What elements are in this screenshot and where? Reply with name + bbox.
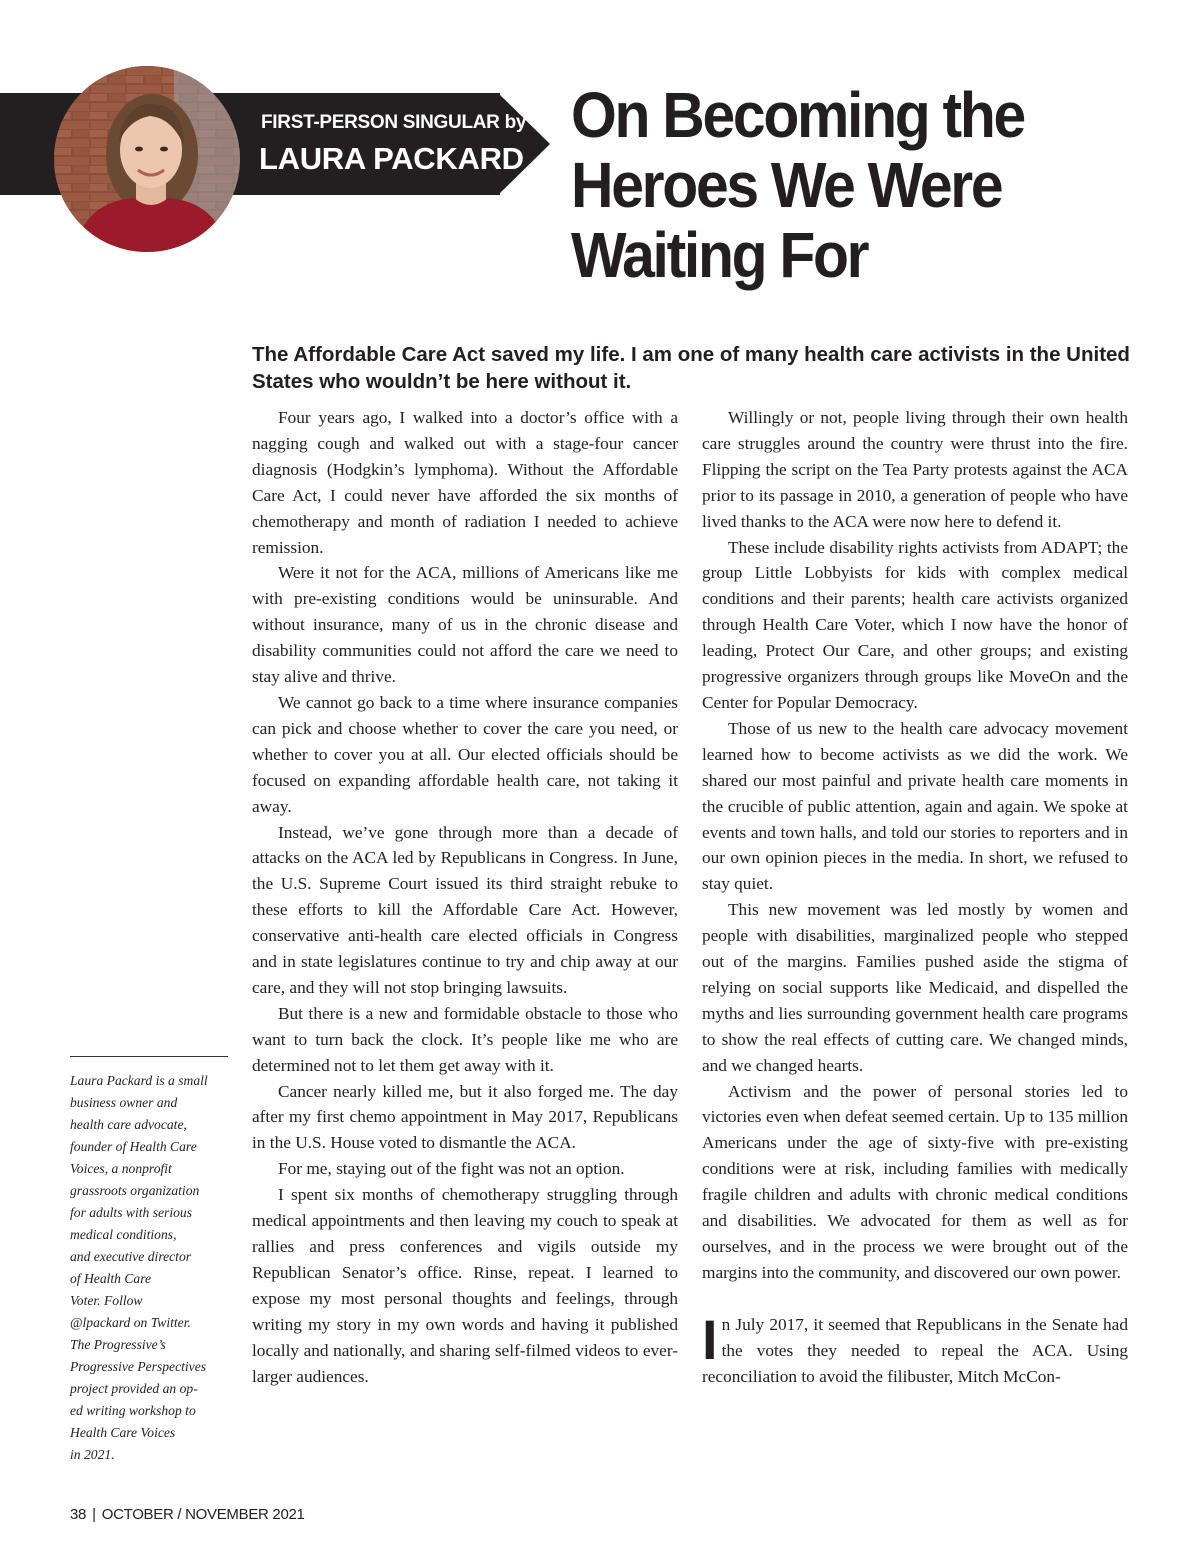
article-title — [571, 80, 1123, 290]
body-paragraph: I spent six months of chemotherapy struggling through medical appointments and then leaving my couch to speak at rallies and press conferences and vigils outside my Republican Senator’s office. Rinse, repeat. I learned to expose my most personal thoughts and feelings, through writing my story in my own words and having it published locally and nationally, and sharing self-filmed videos to ever-larger audiences. — [252, 1185, 678, 1386]
bio-line: @lpackard on Twitter. — [70, 1315, 191, 1330]
bio-divider — [70, 1056, 228, 1057]
body-paragraph: These include disability rights activists from ADAPT; the group Little Lobbyists for kids with complex medical conditions and their parents; health care activists organized through Health Care Voter, which I now have the honor of leading, Protect Our Care, and other groups; and existing progressive organizers through groups like MoveOn and the Center for Popular Democracy. — [702, 537, 1128, 712]
bio-line: founder of Health Care — [70, 1139, 197, 1154]
bio-line: Laura Packard is a small — [70, 1073, 208, 1088]
title-line: Waiting For — [571, 219, 868, 291]
section-opening-paragraph — [702, 1307, 1128, 1390]
bio-line: and executive director — [70, 1249, 192, 1264]
bio-line: grassroots organization — [70, 1183, 200, 1198]
author-bio — [70, 1070, 240, 1466]
section-opening-text: n July 2017, it seemed that Republicans in the Senate had the votes they needed to repeal the ACA. Using reconciliation to avoid the filibuster, Mitch McCon- — [702, 1314, 1128, 1386]
portrait-image — [54, 66, 240, 252]
page-footer — [70, 1506, 305, 1523]
body-paragraph: For me, staying out of the fight was not an option. — [278, 1159, 625, 1179]
bio-line: Voter. Follow — [70, 1293, 143, 1308]
bio-line: project provided an op- — [70, 1381, 198, 1396]
bio-line: for adults with serious — [70, 1205, 192, 1220]
author-portrait — [54, 66, 240, 252]
body-paragraph: Activism and the power of personal stories led to victories even when defeat seemed certain. Up to 135 million Americans under the age of sixty-five with pre-existing conditions were at risk, including families with medically fragile children and adults with chronic medical conditions and disabilities. We advocated for them as well as for ourselves, and in the process we were brought out of the margins into the community, and discovered our own power. — [702, 1081, 1128, 1282]
bio-line: Voices, a nonprofit — [70, 1161, 172, 1176]
bio-line: in 2021. — [70, 1447, 115, 1462]
body-paragraph: Four years ago, I walked into a doctor’s office with a nagging cough and walked out with a stage-four cancer diagnosis (Hodgkin’s lymphoma). Without the Affordable Care Act, I could never have afforded the six months of chemotherapy and month of radiation I needed to achieve remission. — [252, 408, 678, 557]
body-paragraph: Willingly or not, people living through their own health care struggles around the country were thrust into the fire. Flipping the script on the Tea Party protests against the ACA prior to its passage in 2010, a generation of people who have lived thanks to the ACA were now here to defend it. — [702, 408, 1128, 531]
body-paragraph: Were it not for the ACA, millions of Americans like me with pre-existing conditions would be uninsurable. And without insurance, many of us in the chronic disease and disability communities could not afford the care we need to stay alive and thrive. — [252, 563, 678, 687]
title-line: On Becoming the — [571, 79, 1024, 151]
issue-date: OCTOBER / NOVEMBER 2021 — [101, 1506, 305, 1523]
body-paragraph: This new movement was led mostly by women and people with disabilities, marginalized people who stepped out of the margins. Families pushed aside the stigma of relying on social supports like Medicaid, and dispelled the myths and lies surrounding government health care programs to show the real effects of cutting care. We changed minds, and we changed hearts. — [702, 900, 1128, 1075]
drop-cap: I — [702, 1307, 718, 1371]
column-kicker: FIRST-PERSON SINGULAR by — [261, 112, 527, 133]
bio-line: ed writing workshop to — [70, 1403, 196, 1418]
bio-line: business owner and — [70, 1095, 178, 1110]
body-paragraph: We cannot go back to a time where insurance companies can pick and choose whether to cover the care you need, or whether to cover you at all. Our elected officials should be focused on expanding affordable health care, not taking it away. — [252, 692, 678, 816]
bio-line: Progressive Perspectives — [70, 1359, 207, 1374]
body-paragraph: But there is a new and formidable obstacle to those who want to turn back the clock. It’s people like me who are determined not to let them get away with it. — [252, 1003, 678, 1075]
page-number: 38 — [70, 1506, 87, 1523]
bio-line: health care advocate, — [70, 1117, 187, 1132]
body-paragraph: Cancer nearly killed me, but it also forged me. The day after my first chemo appointment in May 2017, Republicans in the U.S. House voted to dismantle the ACA. — [252, 1081, 678, 1153]
footer-separator: | — [92, 1506, 96, 1523]
article-deck: The Affordable Care Act saved my life. I am one of many health care activists in the United States who wouldn’t be here without it. — [252, 343, 1130, 393]
title-line: Heroes We Were — [571, 149, 1002, 221]
bio-line: Health Care Voices — [70, 1425, 176, 1440]
body-column-left — [252, 405, 678, 1389]
bio-line: of Health Care — [70, 1271, 152, 1286]
bio-line: The Progressive’s — [70, 1337, 166, 1352]
body-paragraph: Instead, we’ve gone through more than a decade of attacks on the ACA led by Republicans in Congress. In June, the U.S. Supreme Court issued its third straight rebuke to these efforts to kill the Affordable Care Act. However, conservative anti-health care elected officials in Congress and in state legislatures continue to try and chip away at our care, and they will not stop bringing lawsuits. — [252, 822, 678, 997]
author-name: LAURA PACKARD — [259, 141, 524, 176]
body-paragraph: Those of us new to the health care advocacy movement learned how to become activists as we did the work. We shared our most painful and private health care moments in the crucible of public attention, again and again. We spoke at events and town halls, and told our stories to reporters and in our own opinion pieces in the media. In short, we refused to stay quiet. — [702, 718, 1128, 894]
body-column-right — [702, 405, 1128, 1390]
bio-line: medical conditions, — [70, 1227, 177, 1242]
